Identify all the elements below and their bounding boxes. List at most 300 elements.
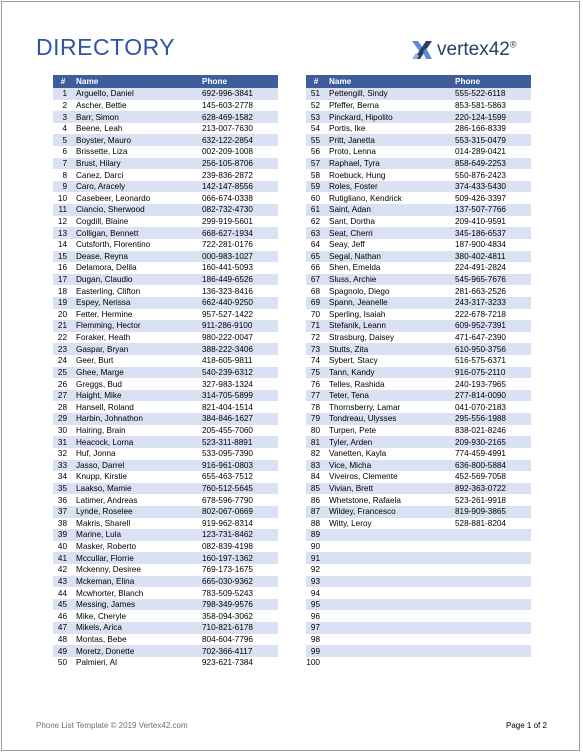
table-row bbox=[306, 645, 531, 657]
row-name: Casebeer, Leonardo bbox=[73, 192, 199, 204]
row-name: Mcwhorter, Blanch bbox=[73, 587, 199, 599]
row-name: Sluss, Archie bbox=[326, 274, 452, 286]
row-phone: 222-678-7218 bbox=[452, 309, 531, 321]
row-number: 21 bbox=[53, 320, 73, 332]
row-name bbox=[326, 657, 452, 669]
row-name: Knupp, Kirstie bbox=[73, 471, 199, 483]
row-name: Hairing, Brain bbox=[73, 425, 199, 437]
row-number: 2 bbox=[53, 100, 73, 112]
row-phone bbox=[452, 552, 531, 564]
table-row bbox=[306, 274, 531, 286]
table-row bbox=[53, 285, 278, 297]
row-number: 88 bbox=[306, 518, 326, 530]
row-phone: 345-186-6537 bbox=[452, 227, 531, 239]
row-phone: 710-821-6178 bbox=[199, 622, 278, 634]
row-number: 72 bbox=[306, 332, 326, 344]
table-row bbox=[306, 251, 531, 263]
row-name: Dugan, Claudio bbox=[73, 274, 199, 286]
header-name: Name bbox=[326, 75, 452, 88]
table-row bbox=[306, 285, 531, 297]
row-number: 20 bbox=[53, 309, 73, 321]
row-name: Pfeffer, Berna bbox=[326, 100, 452, 112]
row-number: 37 bbox=[53, 506, 73, 518]
table-row bbox=[53, 552, 278, 564]
row-number: 12 bbox=[53, 216, 73, 228]
table-row bbox=[53, 111, 278, 123]
row-name: Sperling, Isaiah bbox=[326, 309, 452, 321]
table-row bbox=[53, 123, 278, 135]
row-number: 32 bbox=[53, 448, 73, 460]
row-name: Roebuck, Hung bbox=[326, 169, 452, 181]
row-number: 30 bbox=[53, 425, 73, 437]
row-phone: 892-363-0722 bbox=[452, 483, 531, 495]
row-number: 53 bbox=[306, 111, 326, 123]
row-name: Geer, Burt bbox=[73, 355, 199, 367]
row-phone: 160-441-5093 bbox=[199, 262, 278, 274]
row-phone: 609-952-7391 bbox=[452, 320, 531, 332]
table-row bbox=[53, 367, 278, 379]
table-row bbox=[306, 169, 531, 181]
table-row bbox=[53, 541, 278, 553]
table-row bbox=[306, 158, 531, 170]
table-row bbox=[53, 425, 278, 437]
row-phone: 655-463-7512 bbox=[199, 471, 278, 483]
table-row bbox=[53, 645, 278, 657]
row-number: 28 bbox=[53, 401, 73, 413]
table-row bbox=[53, 146, 278, 158]
row-number: 76 bbox=[306, 378, 326, 390]
table-row bbox=[53, 518, 278, 530]
row-name: Ghee, Marge bbox=[73, 367, 199, 379]
row-phone: 911-286-9100 bbox=[199, 320, 278, 332]
row-phone: 000-983-1027 bbox=[199, 251, 278, 263]
row-phone: 380-402-4811 bbox=[452, 251, 531, 263]
row-name: Vivian, Brett bbox=[326, 483, 452, 495]
row-phone: 281-663-2526 bbox=[452, 285, 531, 297]
row-name: Montas, Bebe bbox=[73, 634, 199, 646]
table-row bbox=[306, 204, 531, 216]
row-name: Wildey, Francesco bbox=[326, 506, 452, 518]
row-name: Jasso, Darrel bbox=[73, 460, 199, 472]
row-phone: 239-836-2872 bbox=[199, 169, 278, 181]
table-row bbox=[53, 378, 278, 390]
row-number: 54 bbox=[306, 123, 326, 135]
table-row bbox=[53, 529, 278, 541]
directory-table-left bbox=[53, 75, 278, 668]
row-phone: 555-522-6118 bbox=[452, 88, 531, 100]
table-row bbox=[53, 192, 278, 204]
table-row bbox=[53, 204, 278, 216]
row-name: Haight, Mike bbox=[73, 390, 199, 402]
row-number: 18 bbox=[53, 285, 73, 297]
row-number: 50 bbox=[53, 657, 73, 669]
table-row bbox=[306, 448, 531, 460]
row-phone: 760-512-5645 bbox=[199, 483, 278, 495]
row-number: 73 bbox=[306, 343, 326, 355]
row-number: 89 bbox=[306, 529, 326, 541]
row-phone: 798-349-9576 bbox=[199, 599, 278, 611]
row-name: Lynde, Roselee bbox=[73, 506, 199, 518]
row-phone: 374-433-5430 bbox=[452, 181, 531, 193]
row-name bbox=[326, 587, 452, 599]
row-name: Teter, Tena bbox=[326, 390, 452, 402]
row-phone: 610-950-3756 bbox=[452, 343, 531, 355]
row-number: 29 bbox=[53, 413, 73, 425]
row-phone: 858-649-2253 bbox=[452, 158, 531, 170]
table-row bbox=[53, 158, 278, 170]
row-name: Makris, Sharell bbox=[73, 518, 199, 530]
row-number: 36 bbox=[53, 494, 73, 506]
table-row bbox=[53, 134, 278, 146]
row-name: Harbin, Johnathon bbox=[73, 413, 199, 425]
table-row bbox=[306, 506, 531, 518]
row-name: Barr, Simon bbox=[73, 111, 199, 123]
row-phone: 471-647-2390 bbox=[452, 332, 531, 344]
row-number: 69 bbox=[306, 297, 326, 309]
table-row bbox=[306, 529, 531, 541]
row-name bbox=[326, 541, 452, 553]
row-name: Masker, Roberto bbox=[73, 541, 199, 553]
row-number: 100 bbox=[306, 657, 326, 669]
row-phone bbox=[452, 529, 531, 541]
header-phone: Phone bbox=[452, 75, 531, 88]
row-name bbox=[326, 610, 452, 622]
table-row bbox=[306, 367, 531, 379]
row-name: Seay, Jeff bbox=[326, 239, 452, 251]
row-phone: 692-996-3841 bbox=[199, 88, 278, 100]
row-number: 55 bbox=[306, 134, 326, 146]
row-number: 38 bbox=[53, 518, 73, 530]
row-phone: 668-627-1934 bbox=[199, 227, 278, 239]
row-name: Easterling, Clifton bbox=[73, 285, 199, 297]
table-row bbox=[53, 100, 278, 112]
row-phone: 550-876-2423 bbox=[452, 169, 531, 181]
table-row bbox=[53, 227, 278, 239]
table-row bbox=[53, 657, 278, 669]
row-name bbox=[326, 622, 452, 634]
table-row bbox=[53, 88, 278, 100]
row-name: Espey, Nerissa bbox=[73, 297, 199, 309]
row-number: 63 bbox=[306, 227, 326, 239]
row-number: 25 bbox=[53, 367, 73, 379]
row-name: Turpen, Pete bbox=[326, 425, 452, 437]
row-phone: 980-222-0047 bbox=[199, 332, 278, 344]
row-number: 64 bbox=[306, 239, 326, 251]
row-name: Huf, Jonna bbox=[73, 448, 199, 460]
row-number: 45 bbox=[53, 599, 73, 611]
table-row bbox=[53, 634, 278, 646]
row-phone bbox=[452, 541, 531, 553]
row-name: Whetstone, Rafaela bbox=[326, 494, 452, 506]
row-phone: 509-426-3397 bbox=[452, 192, 531, 204]
row-number: 26 bbox=[53, 378, 73, 390]
table-row bbox=[306, 355, 531, 367]
table-row bbox=[306, 576, 531, 588]
row-name: Beene, Leah bbox=[73, 123, 199, 135]
row-number: 14 bbox=[53, 239, 73, 251]
row-name: Arguello, Daniel bbox=[73, 88, 199, 100]
table-row bbox=[53, 471, 278, 483]
vertex42-logo bbox=[410, 38, 517, 62]
table-row bbox=[53, 355, 278, 367]
table-row bbox=[306, 262, 531, 274]
row-name: Tann, Kandy bbox=[326, 367, 452, 379]
table-row bbox=[53, 309, 278, 321]
table-row bbox=[306, 425, 531, 437]
table-row bbox=[306, 541, 531, 553]
footer-page-number: Page 1 of 2 bbox=[506, 721, 547, 730]
table-row bbox=[306, 436, 531, 448]
header-number: # bbox=[53, 75, 73, 88]
row-number: 3 bbox=[53, 111, 73, 123]
row-name bbox=[326, 564, 452, 576]
row-number: 13 bbox=[53, 227, 73, 239]
row-name: Latimer, Andreas bbox=[73, 494, 199, 506]
header-number: # bbox=[306, 75, 326, 88]
table-row bbox=[306, 390, 531, 402]
row-number: 60 bbox=[306, 192, 326, 204]
row-name: Dease, Reyna bbox=[73, 251, 199, 263]
row-phone: 722-281-0176 bbox=[199, 239, 278, 251]
row-phone bbox=[452, 610, 531, 622]
table-row bbox=[53, 239, 278, 251]
row-number: 46 bbox=[53, 610, 73, 622]
table-row bbox=[306, 657, 531, 669]
row-number: 52 bbox=[306, 100, 326, 112]
table-row bbox=[306, 332, 531, 344]
row-number: 58 bbox=[306, 169, 326, 181]
row-name: Saint, Adan bbox=[326, 204, 452, 216]
table-header-row bbox=[53, 75, 278, 88]
table-row bbox=[306, 518, 531, 530]
row-phone: 553-315-0479 bbox=[452, 134, 531, 146]
row-name: Segal, Nathan bbox=[326, 251, 452, 263]
row-number: 61 bbox=[306, 204, 326, 216]
row-name: Raphael, Tyra bbox=[326, 158, 452, 170]
row-phone: 299-919-5601 bbox=[199, 216, 278, 228]
row-phone: 636-800-5884 bbox=[452, 460, 531, 472]
table-row bbox=[306, 320, 531, 332]
row-phone: 358-094-3062 bbox=[199, 610, 278, 622]
row-phone: 533-095-7390 bbox=[199, 448, 278, 460]
row-number: 98 bbox=[306, 634, 326, 646]
table-row bbox=[306, 634, 531, 646]
row-phone: 632-122-2854 bbox=[199, 134, 278, 146]
row-number: 71 bbox=[306, 320, 326, 332]
row-name: Delamora, Delila bbox=[73, 262, 199, 274]
table-row bbox=[53, 460, 278, 472]
row-name: Cutsforth, Florentino bbox=[73, 239, 199, 251]
table-row bbox=[53, 483, 278, 495]
row-number: 27 bbox=[53, 390, 73, 402]
row-name: Roles, Foster bbox=[326, 181, 452, 193]
row-number: 9 bbox=[53, 181, 73, 193]
row-name: Caro, Aracely bbox=[73, 181, 199, 193]
row-phone: 286-166-8339 bbox=[452, 123, 531, 135]
row-phone: 209-930-2165 bbox=[452, 436, 531, 448]
table-row bbox=[306, 123, 531, 135]
row-phone: 186-449-6526 bbox=[199, 274, 278, 286]
table-row bbox=[53, 320, 278, 332]
row-name: Stefanik, Leann bbox=[326, 320, 452, 332]
row-number: 87 bbox=[306, 506, 326, 518]
row-name: Cogdill, Blaine bbox=[73, 216, 199, 228]
row-number: 68 bbox=[306, 285, 326, 297]
row-name: Ciancio, Sherwood bbox=[73, 204, 199, 216]
row-phone: 702-366-4117 bbox=[199, 645, 278, 657]
row-phone bbox=[452, 622, 531, 634]
row-name: Mike, Cheryle bbox=[73, 610, 199, 622]
row-phone: 957-527-1422 bbox=[199, 309, 278, 321]
row-name: Mikels, Arica bbox=[73, 622, 199, 634]
header-name: Name bbox=[73, 75, 199, 88]
row-phone: 082-732-4730 bbox=[199, 204, 278, 216]
row-number: 84 bbox=[306, 471, 326, 483]
row-number: 11 bbox=[53, 204, 73, 216]
row-phone: 209-410-9591 bbox=[452, 216, 531, 228]
row-phone: 041-070-2183 bbox=[452, 401, 531, 413]
row-name: Pinckard, Hipolito bbox=[326, 111, 452, 123]
row-number: 19 bbox=[53, 297, 73, 309]
table-row bbox=[306, 146, 531, 158]
row-name: Mccullar, Florrie bbox=[73, 552, 199, 564]
row-number: 42 bbox=[53, 564, 73, 576]
row-phone: 804-604-7796 bbox=[199, 634, 278, 646]
row-name bbox=[326, 576, 452, 588]
row-phone bbox=[452, 599, 531, 611]
row-name: Pettengill, Sindy bbox=[326, 88, 452, 100]
row-name: Tyler, Arden bbox=[326, 436, 452, 448]
table-row bbox=[306, 216, 531, 228]
row-number: 48 bbox=[53, 634, 73, 646]
row-name: Tondreau, Ulysses bbox=[326, 413, 452, 425]
row-phone: 769-173-1675 bbox=[199, 564, 278, 576]
row-number: 33 bbox=[53, 460, 73, 472]
row-name: Portis, Ike bbox=[326, 123, 452, 135]
row-name: Vanetten, Kayla bbox=[326, 448, 452, 460]
row-number: 94 bbox=[306, 587, 326, 599]
row-number: 10 bbox=[53, 192, 73, 204]
row-name: Spann, Jeanelle bbox=[326, 297, 452, 309]
row-phone: 821-404-1514 bbox=[199, 401, 278, 413]
page-title: DIRECTORY bbox=[36, 34, 176, 60]
row-name: Pritt, Janetta bbox=[326, 134, 452, 146]
row-phone: 545-965-7676 bbox=[452, 274, 531, 286]
row-name: Fetter, Hermine bbox=[73, 309, 199, 321]
row-phone: 002-209-1008 bbox=[199, 146, 278, 158]
table-row bbox=[53, 262, 278, 274]
row-number: 35 bbox=[53, 483, 73, 495]
row-phone: 516-575-6371 bbox=[452, 355, 531, 367]
row-phone: 923-621-7384 bbox=[199, 657, 278, 669]
table-row bbox=[306, 564, 531, 576]
row-name: Heacock, Lorna bbox=[73, 436, 199, 448]
row-number: 23 bbox=[53, 343, 73, 355]
row-number: 8 bbox=[53, 169, 73, 181]
vertex42-x-logo-icon bbox=[410, 39, 434, 61]
row-number: 5 bbox=[53, 134, 73, 146]
row-name: Viveiros, Clemente bbox=[326, 471, 452, 483]
row-name: Ascher, Bettie bbox=[73, 100, 199, 112]
table-row bbox=[306, 297, 531, 309]
row-phone: 523-311-8891 bbox=[199, 436, 278, 448]
row-name bbox=[326, 634, 452, 646]
row-phone: 213-007-7630 bbox=[199, 123, 278, 135]
table-row bbox=[306, 599, 531, 611]
row-name: Seat, Cherri bbox=[326, 227, 452, 239]
table-row bbox=[306, 610, 531, 622]
row-phone: 187-900-4834 bbox=[452, 239, 531, 251]
row-number: 67 bbox=[306, 274, 326, 286]
table-row bbox=[306, 181, 531, 193]
row-name: Mckeman, Elina bbox=[73, 576, 199, 588]
table-row bbox=[53, 610, 278, 622]
row-number: 99 bbox=[306, 645, 326, 657]
row-number: 81 bbox=[306, 436, 326, 448]
row-phone bbox=[452, 576, 531, 588]
row-phone: 540-239-6312 bbox=[199, 367, 278, 379]
row-phone: 220-124-1599 bbox=[452, 111, 531, 123]
row-name: Thornsberry, Lamar bbox=[326, 401, 452, 413]
row-phone: 774-459-4991 bbox=[452, 448, 531, 460]
table-row bbox=[306, 111, 531, 123]
row-name: Boyster, Mauro bbox=[73, 134, 199, 146]
row-phone bbox=[452, 657, 531, 669]
table-header-row bbox=[306, 75, 531, 88]
row-number: 96 bbox=[306, 610, 326, 622]
row-phone: 240-193-7965 bbox=[452, 378, 531, 390]
row-phone: 802-067-0669 bbox=[199, 506, 278, 518]
row-phone: 853-581-5863 bbox=[452, 100, 531, 112]
table-row bbox=[53, 413, 278, 425]
row-name: Marine, Lula bbox=[73, 529, 199, 541]
row-phone: 295-556-1988 bbox=[452, 413, 531, 425]
row-name: Shen, Emelda bbox=[326, 262, 452, 274]
row-number: 24 bbox=[53, 355, 73, 367]
row-name: Moretz, Donette bbox=[73, 645, 199, 657]
row-number: 79 bbox=[306, 413, 326, 425]
table-row bbox=[53, 274, 278, 286]
row-name: Canez, Darci bbox=[73, 169, 199, 181]
row-name: Mckenny, Desiree bbox=[73, 564, 199, 576]
row-name: Spagnolo, Diego bbox=[326, 285, 452, 297]
table-row bbox=[306, 239, 531, 251]
row-phone: 123-731-8462 bbox=[199, 529, 278, 541]
table-row bbox=[53, 181, 278, 193]
footer-template-credit: Phone List Template © 2019 Vertex42.com bbox=[36, 721, 188, 730]
table-row bbox=[53, 436, 278, 448]
row-number: 86 bbox=[306, 494, 326, 506]
row-phone: 314-705-5899 bbox=[199, 390, 278, 402]
table-row bbox=[53, 169, 278, 181]
table-row bbox=[53, 297, 278, 309]
row-number: 70 bbox=[306, 309, 326, 321]
row-phone: 327-983-1324 bbox=[199, 378, 278, 390]
row-number: 66 bbox=[306, 262, 326, 274]
row-phone: 628-469-1582 bbox=[199, 111, 278, 123]
row-name: Brust, Hilary bbox=[73, 158, 199, 170]
row-name: Flemming, Hector bbox=[73, 320, 199, 332]
row-number: 31 bbox=[53, 436, 73, 448]
row-phone: 919-962-8314 bbox=[199, 518, 278, 530]
table-row bbox=[306, 494, 531, 506]
table-row bbox=[306, 343, 531, 355]
table-row bbox=[306, 460, 531, 472]
row-name: Gaspar, Bryan bbox=[73, 343, 199, 355]
row-number: 51 bbox=[306, 88, 326, 100]
row-number: 92 bbox=[306, 564, 326, 576]
table-row bbox=[306, 134, 531, 146]
